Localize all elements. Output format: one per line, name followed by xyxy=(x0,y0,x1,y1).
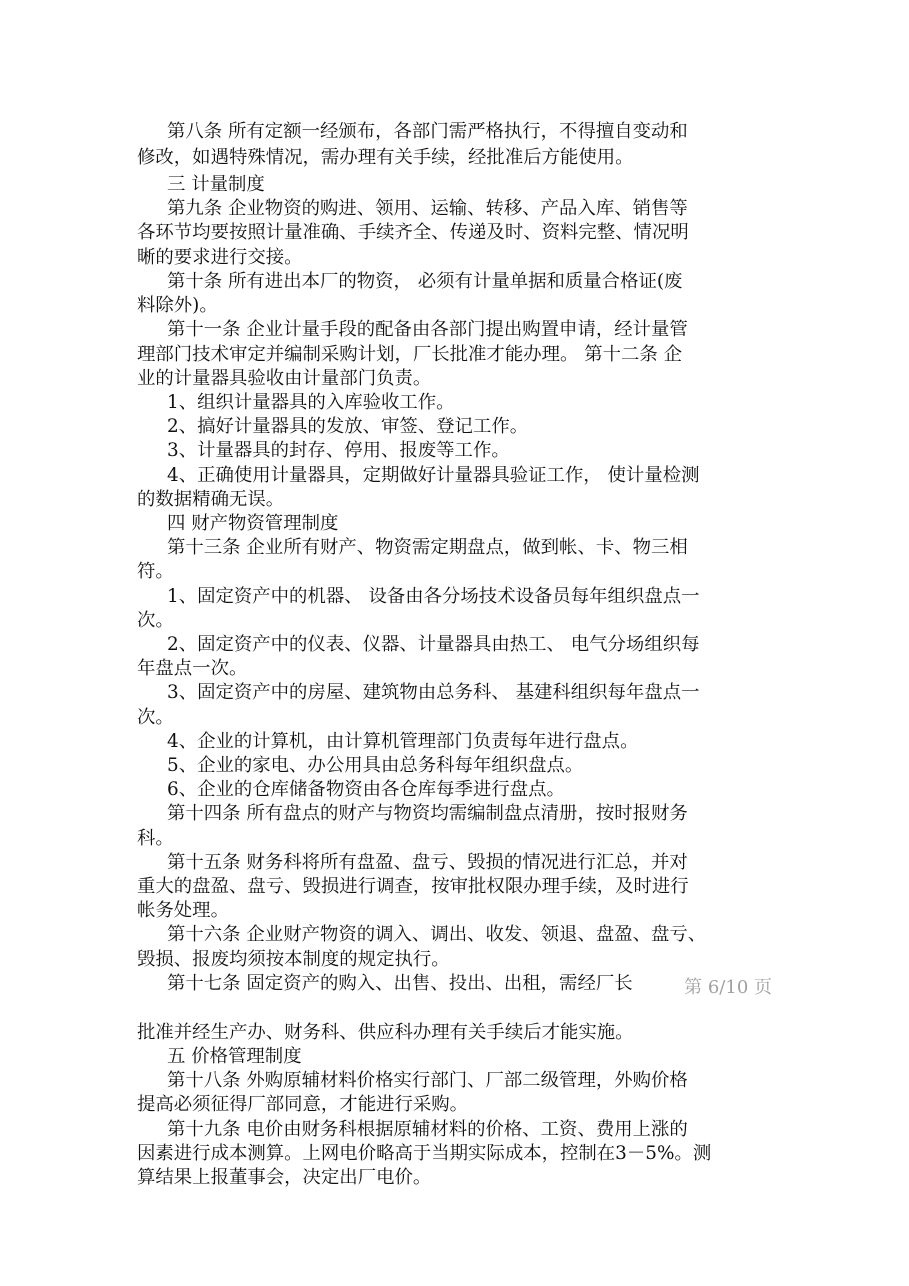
text-line: 第十条 所有进出本厂的物资， 必须有计量单据和质量合格证(废 xyxy=(167,271,683,292)
text-line: 五 价格管理制度 xyxy=(167,1046,302,1067)
text-line: 次。 xyxy=(137,610,174,631)
text-line: 6、企业的仓库储备物资由各仓库每季进行盘点。 xyxy=(167,779,565,800)
text-line: 2、固定资产中的仪表、仪器、计量器具由热工、 电气分场组织每 xyxy=(167,634,700,655)
text-line: 3、计量器具的封存、停用、报废等工作。 xyxy=(167,440,510,461)
text-line: 四 财产物资管理制度 xyxy=(167,513,339,534)
text-line: 重大的盘盈、盘亏、毁损进行调查，按审批权限办理手续，及时进行 xyxy=(137,876,689,897)
text-line: 第十六条 企业财产物资的调入、调出、收发、领退、盘盈、盘亏、 xyxy=(167,924,707,945)
text-line: 提高必须征得厂部同意，才能进行采购。 xyxy=(137,1094,469,1115)
text-line: 的数据精确无误。 xyxy=(137,489,285,510)
text-line: 晰的要求进行交接。 xyxy=(137,247,303,268)
text-line: 3、固定资产中的房屋、建筑物由总务科、 基建科组织每年盘点一 xyxy=(167,682,700,703)
text-line: 年盘点一次。 xyxy=(137,658,248,679)
text-line: 次。 xyxy=(137,707,174,728)
text-line: 修改，如遇特殊情况，需办理有关手续，经批准后方能使用。 xyxy=(137,147,634,168)
text-line: 业的计量器具验收由计量部门负责。 xyxy=(137,368,432,389)
text-line: 第十七条 固定资产的购入、出售、投出、出租，需经厂长 xyxy=(167,973,633,994)
text-line: 第十九条 电价由财务科根据原辅材料的价格、工资、费用上涨的 xyxy=(167,1119,688,1140)
text-line: 第十一条 企业计量手段的配备由各部门提出购置申请，经计量管 xyxy=(167,319,688,340)
text-line: 帐务处理。 xyxy=(137,900,229,921)
text-line: 料除外)。 xyxy=(137,295,218,316)
text-line: 2、搞好计量器具的发放、审签、登记工作。 xyxy=(167,416,529,437)
text-line: 各环节均要按照计量准确、手续齐全、传递及时、资料完整、情况明 xyxy=(137,222,689,243)
text-line: 1、组织计量器具的入库验收工作。 xyxy=(167,392,455,413)
text-line: 5、企业的家电、办公用具由总务科每年组织盘点。 xyxy=(167,755,584,776)
text-line: 理部门技术审定并编制采购计划，厂长批准才能办理。 第十二条 企 xyxy=(137,344,683,365)
text-line: 三 计量制度 xyxy=(167,174,265,195)
text-line: 科。 xyxy=(137,828,174,849)
text-line: 第九条 企业物资的购进、领用、运输、转移、产品入库、销售等 xyxy=(167,198,688,219)
text-line: 批准并经生产办、财务科、供应科办理有关手续后才能实施。 xyxy=(137,1022,634,1043)
text-line: 第十四条 所有盘点的财产与物资均需编制盘点清册，按时报财务 xyxy=(167,803,688,824)
text-line: 4、正确使用计量器具，定期做好计量器具验证工作， 使计量检测 xyxy=(167,465,700,486)
text-line: 第八条 所有定额一经颁布，各部门需严格执行，不得擅自变动和 xyxy=(167,121,688,142)
text-line: 算结果上报董事会，决定出厂电价。 xyxy=(137,1167,432,1188)
page-number: 第 6/10 页 xyxy=(684,977,772,998)
text-line: 第十三条 企业所有财产、物资需定期盘点，做到帐、卡、物三相 xyxy=(167,537,688,558)
text-line: 毁损、报废均须按本制度的规定执行。 xyxy=(137,949,450,970)
text-line: 1、固定资产中的机器、 设备由各分场技术设备员每年组织盘点一 xyxy=(167,586,700,607)
text-line: 第十八条 外购原辅材料价格实行部门、厂部二级管理，外购价格 xyxy=(167,1070,688,1091)
text-line: 4、企业的计算机，由计算机管理部门负责每年进行盘点。 xyxy=(167,731,639,752)
text-line: 因素进行成本测算。上网电价略高于当期实际成本，控制在3－5%。测 xyxy=(137,1143,712,1164)
text-line: 第十五条 财务科将所有盘盈、盘亏、毁损的情况进行汇总，并对 xyxy=(167,852,688,873)
text-line: 符。 xyxy=(137,561,174,582)
